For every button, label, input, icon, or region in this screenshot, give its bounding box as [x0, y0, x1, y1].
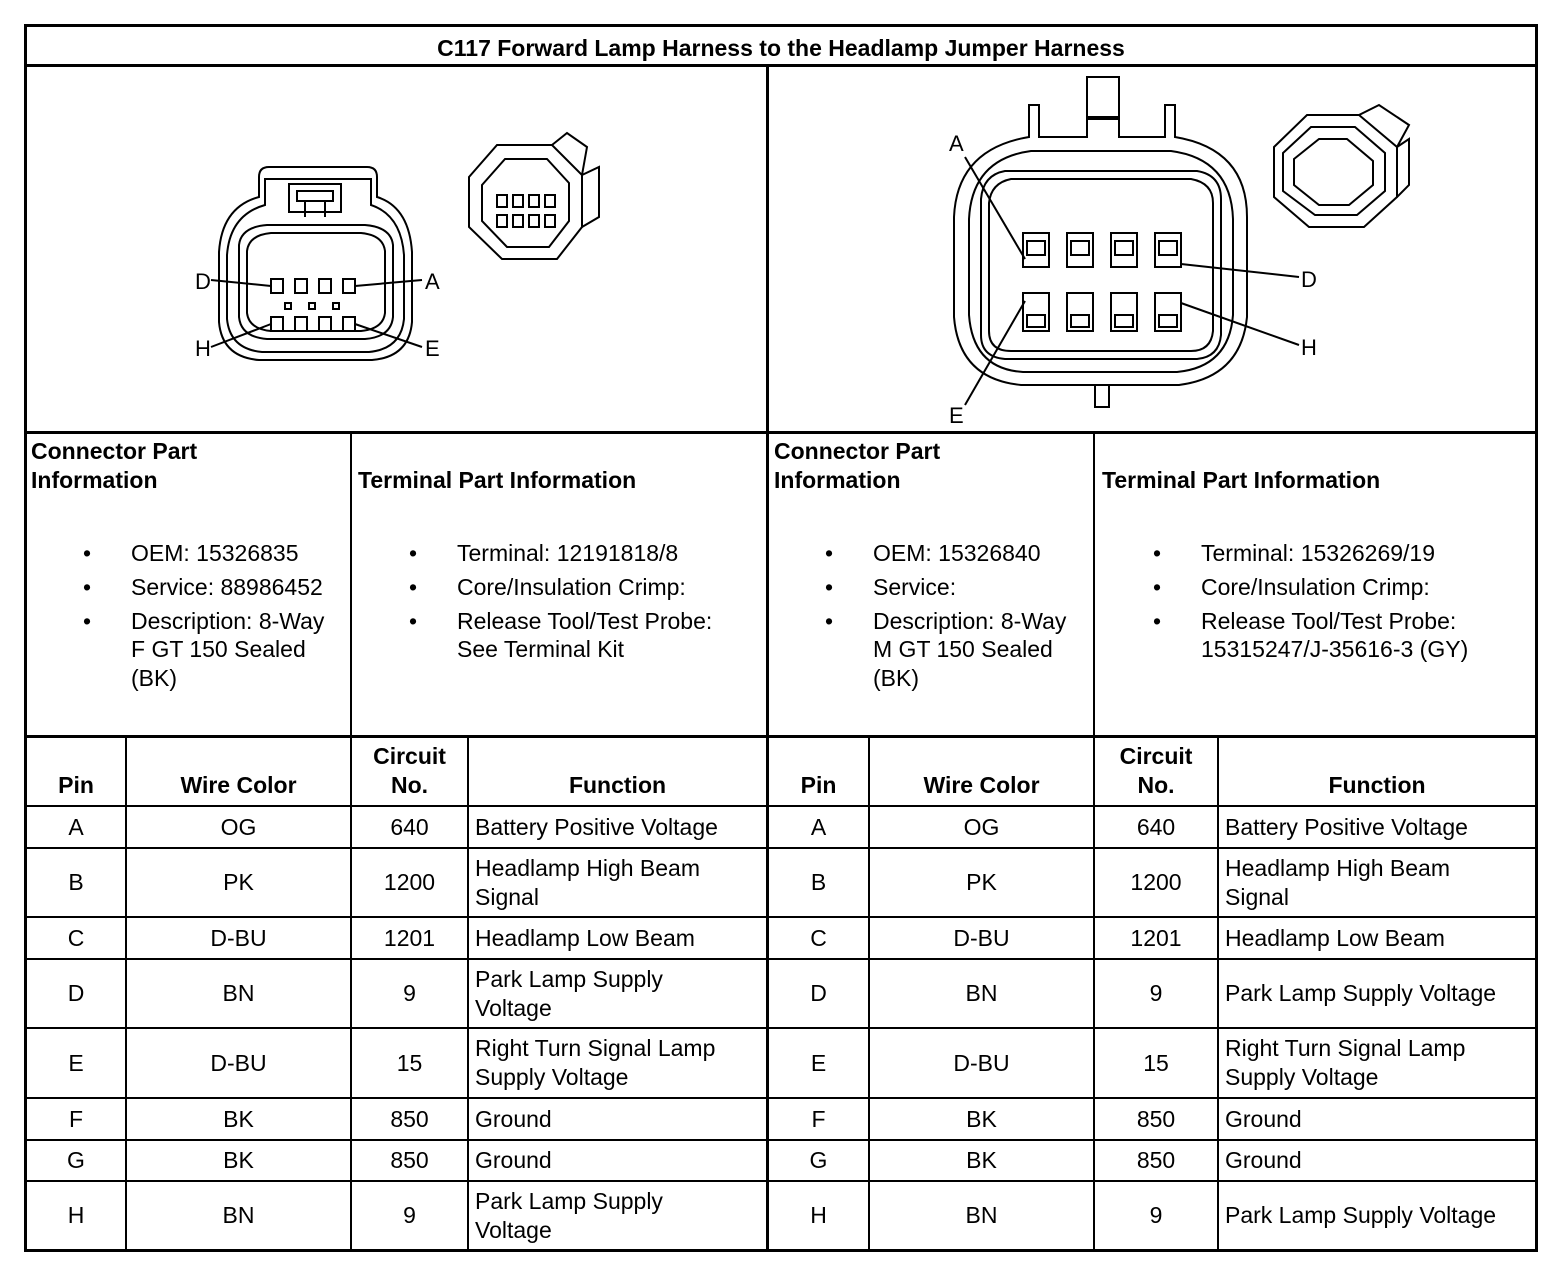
bullet-continuation: F GT 150 Sealed	[131, 636, 306, 662]
wire-color-cell: D-BU	[953, 924, 1010, 951]
function-line: Battery Positive Voltage	[1225, 813, 1468, 840]
page-title: C117 Forward Lamp Harness to the Headlamp Jumper Harness	[437, 35, 1125, 61]
function-line: Ground	[475, 1105, 552, 1132]
function-cell	[1219, 1099, 1535, 1139]
function-cell	[469, 1029, 766, 1097]
pin-label-d: D	[195, 269, 211, 294]
circuit-cell: 9	[1149, 980, 1163, 1006]
function-line: Headlamp High Beam	[1225, 854, 1451, 881]
function-cell	[1219, 807, 1535, 847]
pin-cell: A	[810, 813, 827, 840]
header-wire-color: Wire Color	[923, 772, 1040, 798]
pin-label-e: E	[949, 403, 964, 428]
pin-label-a: A	[425, 269, 440, 294]
function-cell	[1219, 960, 1535, 1027]
bullet-continuation: 15315247/J-35616-3 (GY)	[1201, 636, 1469, 662]
left-connector-info-heading: Connector Part Information	[31, 438, 198, 493]
header-function: Function	[568, 772, 667, 798]
wire-color-cell: BK	[966, 1147, 997, 1173]
wire-color-cell: OG	[963, 813, 1000, 840]
bullet-continuation: M GT 150 Sealed	[873, 636, 1053, 662]
function-line: Headlamp Low Beam	[475, 924, 695, 951]
circuit-cell: 9	[1149, 1202, 1163, 1228]
pin-cell: D	[67, 980, 85, 1006]
pin-cell: H	[67, 1202, 85, 1228]
function-cell	[469, 807, 766, 847]
wire-color-cell: D-BU	[210, 1049, 267, 1076]
left-terminal-info-heading: Terminal Part Information	[358, 467, 637, 493]
header-pin: Pin	[800, 772, 837, 798]
pin-cell: A	[68, 813, 84, 840]
function-line: Right Turn Signal Lamp	[475, 1035, 716, 1061]
wire-color-cell: BK	[966, 1105, 997, 1132]
function-line: Ground	[1225, 1147, 1302, 1173]
circuit-cell: 15	[1143, 1049, 1169, 1076]
wire-color-cell: BN	[965, 1202, 998, 1228]
circuit-cell: 9	[403, 1202, 416, 1228]
wire-color-cell: BK	[223, 1147, 254, 1173]
pin-label-d: D	[1301, 267, 1317, 292]
function-cell	[469, 1099, 766, 1139]
bullet-continuation: (BK)	[131, 665, 177, 691]
circuit-cell: 9	[403, 980, 416, 1006]
right-terminal-info-heading: Terminal Part Information	[1102, 467, 1381, 493]
function-cell	[1219, 1182, 1535, 1249]
wire-color-cell: D-BU	[953, 1049, 1010, 1076]
function-line: Headlamp High Beam	[475, 854, 701, 881]
wire-color-cell: OG	[220, 813, 257, 840]
circuit-cell: 1201	[383, 924, 436, 951]
pin-cell: D	[810, 980, 827, 1006]
right-connector-diagram	[769, 67, 1535, 431]
function-line: Voltage	[475, 1216, 552, 1243]
circuit-cell: 850	[1136, 1147, 1176, 1173]
pin-cell: B	[68, 869, 84, 895]
function-cell	[1219, 849, 1535, 916]
bullet-continuation: See Terminal Kit	[457, 636, 625, 662]
pin-cell: G	[809, 1147, 828, 1173]
pin-cell: C	[67, 924, 85, 951]
divider-info-table	[27, 735, 1535, 738]
function-line: Park Lamp Supply	[475, 1187, 663, 1214]
connector-sheet: C117 Forward Lamp Harness to the Headlamp Jumper Harness D A H E A D H E Connector Part Information • OEM: 15326835 • Service: 88986452 • Description: 8-Way F GT 150 Sealed (BK) Terminal Part Information • Terminal: 12191818/8 • Core/Insulation Crimp: • Release Tool/Test Probe: See Terminal Kit Connector Part Information • OEM: 15326840 • Service: • Description: 8-Way M GT 150 Sealed (BK) Terminal Part Information • Terminal: 15326269/19 • Core/Insulation Crimp: • Release Tool/Test Probe: 15315247/J-35616-3 (GY) Pin Wire Color Circuit No. Function Pin Wire Color Circuit No. Function A OG 640 Battery Positive Voltage B PK 1200 Headlamp High Beam Signal C D-BU 1201 Headlamp Low Beam D BN 9 Park Lamp Supply Voltage E D-BU 15 Right Turn Signal Lamp Supply Voltage F BK 850 Ground G BK 850 Ground H BN 9 Park Lamp Supply Voltage A OG 640 Battery Positive Voltage B PK 1200 Headlamp High Beam Signal C D-BU 1201 Headlamp Low Beam D BN 9 Park Lamp Supply Voltage E D-BU 15 Right Turn Signal Lamp Supply Voltage F BK 850 Ground G BK 850 Ground H BN 9 Park Lamp Supply Voltage	[24, 24, 1538, 1252]
pin-cell: E	[810, 1049, 827, 1076]
function-line: Park Lamp Supply Voltage	[1225, 1202, 1497, 1228]
header-wire-color: Wire Color	[180, 772, 297, 798]
header-function: Function	[1328, 772, 1426, 798]
pin-cell: F	[811, 1105, 826, 1132]
pin-label-h: H	[195, 336, 211, 361]
function-line: Park Lamp Supply Voltage	[1225, 980, 1497, 1006]
function-cell	[469, 1182, 766, 1249]
function-line: Right Turn Signal Lamp	[1225, 1035, 1466, 1061]
left-connector-diagram	[27, 67, 766, 431]
function-line: Battery Positive Voltage	[475, 813, 718, 840]
function-cell	[469, 918, 766, 958]
pin-label-e: E	[425, 336, 440, 361]
header-circuit: Circuit No.	[373, 743, 446, 798]
function-line: Ground	[475, 1147, 552, 1173]
circuit-cell: 850	[1136, 1105, 1176, 1132]
function-line: Signal	[475, 883, 539, 910]
header-pin: Pin	[58, 772, 94, 798]
wire-color-cell: D-BU	[210, 924, 267, 951]
bullet-continuation: (BK)	[873, 665, 919, 691]
function-line: Headlamp Low Beam	[1225, 924, 1445, 951]
pin-cell: F	[68, 1105, 84, 1132]
pin-cell: B	[810, 869, 827, 895]
function-cell	[469, 1141, 766, 1180]
wire-color-cell: BN	[222, 1202, 255, 1228]
wire-color-cell: BN	[965, 980, 998, 1006]
circuit-cell: 640	[1136, 813, 1176, 840]
wire-color-cell: BK	[223, 1105, 254, 1132]
function-cell	[1219, 918, 1535, 958]
circuit-cell: 850	[390, 1105, 429, 1132]
function-line: Ground	[1225, 1105, 1302, 1132]
function-line: Supply Voltage	[475, 1064, 629, 1090]
function-cell	[1219, 1141, 1535, 1180]
circuit-cell: 15	[396, 1049, 423, 1076]
circuit-cell: 640	[390, 813, 429, 840]
circuit-cell: 1200	[1130, 869, 1182, 895]
header-circuit: Circuit No.	[1119, 743, 1193, 798]
function-line: Park Lamp Supply	[475, 965, 663, 992]
right-connector-info-heading: Connector Part Information	[774, 438, 941, 493]
function-cell	[469, 960, 766, 1027]
circuit-cell: 1201	[1130, 924, 1182, 951]
function-cell	[469, 849, 766, 916]
pin-cell: E	[68, 1049, 84, 1076]
pin-cell: H	[810, 1202, 827, 1228]
function-line: Supply Voltage	[1225, 1064, 1379, 1090]
pin-cell: C	[810, 924, 827, 951]
function-cell	[1219, 1029, 1535, 1097]
function-line: Signal	[1225, 883, 1289, 910]
pin-label-h: H	[1301, 335, 1317, 360]
wire-color-cell: PK	[966, 869, 997, 895]
circuit-cell: 1200	[383, 869, 436, 895]
function-line: Voltage	[475, 994, 552, 1021]
wire-color-cell: BN	[222, 980, 255, 1006]
divider-diagrams	[27, 431, 1535, 434]
pin-label-a: A	[949, 131, 964, 156]
pin-cell: G	[67, 1147, 85, 1173]
circuit-cell: 850	[390, 1147, 429, 1173]
wire-color-cell: PK	[223, 869, 254, 895]
